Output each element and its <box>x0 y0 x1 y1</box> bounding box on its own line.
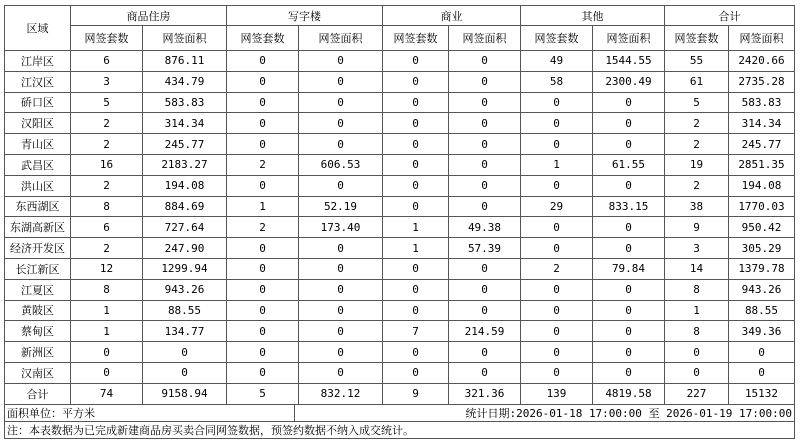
table-cell: 0 <box>449 71 521 92</box>
table-cell: 0 <box>383 300 449 321</box>
table-cell: 0 <box>665 362 729 383</box>
table-cell: 9 <box>665 217 729 238</box>
table-cell: 0 <box>227 238 299 259</box>
header-group-row <box>5 6 795 26</box>
table-cell: 0 <box>227 362 299 383</box>
table-cell: 0 <box>383 134 449 155</box>
table-row <box>5 51 795 72</box>
table-cell: 2851.35 <box>729 154 795 175</box>
table-cell: 0 <box>227 51 299 72</box>
sales-table <box>4 5 795 405</box>
table-cell: 0 <box>299 362 383 383</box>
table-cell: 0 <box>71 362 143 383</box>
table-cell: 0 <box>593 342 665 363</box>
table-cell: 1 <box>383 217 449 238</box>
table-cell: 1 <box>71 300 143 321</box>
table-cell: 5 <box>71 92 143 113</box>
table-cell: 0 <box>593 279 665 300</box>
table-cell: 0 <box>227 175 299 196</box>
table-cell: 0 <box>299 300 383 321</box>
table-cell: 0 <box>227 134 299 155</box>
table-cell: 884.69 <box>143 196 227 217</box>
table-cell: 0 <box>299 258 383 279</box>
area-header: 网签面积 <box>143 26 227 51</box>
table-cell: 0 <box>593 175 665 196</box>
table-cell: 49 <box>521 51 593 72</box>
table-cell: 0 <box>227 92 299 113</box>
table-cell: 0 <box>383 113 449 134</box>
table-cell: 134.77 <box>143 321 227 342</box>
table-cell: 0 <box>521 92 593 113</box>
footnote: 注：本表数据为已完成新建商品房买卖合同网签数据，预签约数据不纳入成交统计。 <box>5 421 795 438</box>
table-cell: 9 <box>383 383 449 404</box>
table-cell: 2 <box>521 258 593 279</box>
table-cell: 349.36 <box>729 321 795 342</box>
region-name: 合计 <box>5 383 71 404</box>
table-row <box>5 217 795 238</box>
region-name: 汉阳区 <box>5 113 71 134</box>
count-header: 网签套数 <box>71 26 143 51</box>
table-cell: 0 <box>227 300 299 321</box>
region-name: 东西湖区 <box>5 196 71 217</box>
table-cell: 0 <box>449 196 521 217</box>
table-row <box>5 258 795 279</box>
table-row <box>5 92 795 113</box>
table-cell: 0 <box>593 217 665 238</box>
table-cell: 2 <box>71 113 143 134</box>
table-cell: 0 <box>521 217 593 238</box>
table-row <box>5 300 795 321</box>
table-cell: 0 <box>383 258 449 279</box>
table-cell: 139 <box>521 383 593 404</box>
table-cell: 0 <box>593 113 665 134</box>
table-cell: 0 <box>521 134 593 155</box>
table-cell: 0 <box>449 300 521 321</box>
table-cell: 55 <box>665 51 729 72</box>
table-cell: 434.79 <box>143 71 227 92</box>
table-cell: 0 <box>449 279 521 300</box>
table-cell: 49.38 <box>449 217 521 238</box>
table-cell: 0 <box>227 321 299 342</box>
group-header-office: 写字楼 <box>227 6 383 26</box>
table-cell: 0 <box>299 321 383 342</box>
header-sub-row <box>5 26 795 51</box>
group-header-total: 合计 <box>665 6 795 26</box>
table-cell: 0 <box>665 342 729 363</box>
table-cell: 943.26 <box>143 279 227 300</box>
table-cell: 0 <box>593 300 665 321</box>
table-cell: 0 <box>449 362 521 383</box>
table-row <box>5 383 795 404</box>
table-cell: 314.34 <box>729 113 795 134</box>
table-cell: 0 <box>593 321 665 342</box>
table-cell: 0 <box>227 113 299 134</box>
table-cell: 0 <box>143 362 227 383</box>
table-cell: 950.42 <box>729 217 795 238</box>
table-cell: 583.83 <box>729 92 795 113</box>
table-cell: 74 <box>71 383 143 404</box>
table-cell: 0 <box>521 175 593 196</box>
table-cell: 0 <box>383 154 449 175</box>
table-row <box>5 134 795 155</box>
table-cell: 943.26 <box>729 279 795 300</box>
table-cell: 2735.28 <box>729 71 795 92</box>
table-cell: 0 <box>299 51 383 72</box>
area-header: 网签面积 <box>449 26 521 51</box>
table-cell: 2300.49 <box>593 71 665 92</box>
table-cell: 0 <box>521 300 593 321</box>
table-cell: 0 <box>383 92 449 113</box>
table-cell: 5 <box>665 92 729 113</box>
table-cell: 2 <box>227 154 299 175</box>
region-header: 区域 <box>5 6 71 51</box>
table-cell: 0 <box>227 279 299 300</box>
table-cell: 0 <box>299 92 383 113</box>
table-cell: 1544.55 <box>593 51 665 72</box>
table-cell: 0 <box>521 279 593 300</box>
table-cell: 194.08 <box>729 175 795 196</box>
table-cell: 1 <box>383 238 449 259</box>
table-cell: 0 <box>383 196 449 217</box>
count-header: 网签套数 <box>521 26 593 51</box>
table-cell: 0 <box>299 71 383 92</box>
table-row <box>5 238 795 259</box>
region-name: 东湖高新区 <box>5 217 71 238</box>
table-cell: 173.40 <box>299 217 383 238</box>
area-header: 网签面积 <box>729 26 795 51</box>
table-cell: 0 <box>593 362 665 383</box>
table-cell: 0 <box>449 258 521 279</box>
table-cell: 0 <box>383 279 449 300</box>
table-cell: 227 <box>665 383 729 404</box>
table-cell: 0 <box>227 71 299 92</box>
table-cell: 2 <box>665 134 729 155</box>
table-cell: 0 <box>383 362 449 383</box>
region-name: 洪山区 <box>5 175 71 196</box>
table-cell: 2 <box>665 175 729 196</box>
table-cell: 2 <box>227 217 299 238</box>
table-cell: 16 <box>71 154 143 175</box>
table-row <box>5 175 795 196</box>
table-cell: 38 <box>665 196 729 217</box>
table-cell: 58 <box>521 71 593 92</box>
table-row <box>5 196 795 217</box>
table-cell: 2183.27 <box>143 154 227 175</box>
table-row <box>5 71 795 92</box>
table-cell: 583.83 <box>143 92 227 113</box>
region-name: 江夏区 <box>5 279 71 300</box>
table-cell: 19 <box>665 154 729 175</box>
table-cell: 1299.94 <box>143 258 227 279</box>
table-cell: 14 <box>665 258 729 279</box>
table-cell: 2 <box>71 134 143 155</box>
table-cell: 1 <box>227 196 299 217</box>
table-cell: 0 <box>299 279 383 300</box>
table-cell: 2 <box>71 175 143 196</box>
table-cell: 876.11 <box>143 51 227 72</box>
table-row <box>5 279 795 300</box>
table-cell: 0 <box>729 362 795 383</box>
region-name: 长江新区 <box>5 258 71 279</box>
table-body <box>5 51 795 405</box>
table-cell: 1 <box>665 300 729 321</box>
table-cell: 0 <box>449 175 521 196</box>
table-cell: 61 <box>665 71 729 92</box>
table-cell: 0 <box>593 134 665 155</box>
table-cell: 0 <box>299 342 383 363</box>
table-cell: 214.59 <box>449 321 521 342</box>
table-cell: 727.64 <box>143 217 227 238</box>
table-cell: 57.39 <box>449 238 521 259</box>
table-cell: 88.55 <box>729 300 795 321</box>
table-cell: 29 <box>521 196 593 217</box>
table-cell: 321.36 <box>449 383 521 404</box>
table-cell: 61.55 <box>593 154 665 175</box>
table-cell: 0 <box>521 113 593 134</box>
table-cell: 1 <box>521 154 593 175</box>
table-cell: 2420.66 <box>729 51 795 72</box>
table-row <box>5 362 795 383</box>
sales-report <box>4 5 794 439</box>
table-cell: 0 <box>383 71 449 92</box>
table-cell: 245.77 <box>729 134 795 155</box>
table-cell: 0 <box>593 92 665 113</box>
table-cell: 0 <box>383 51 449 72</box>
table-cell: 4819.58 <box>593 383 665 404</box>
table-row <box>5 321 795 342</box>
table-cell: 0 <box>143 342 227 363</box>
region-name: 硚口区 <box>5 92 71 113</box>
count-header: 网签套数 <box>665 26 729 51</box>
table-cell: 88.55 <box>143 300 227 321</box>
table-cell: 0 <box>593 238 665 259</box>
table-cell: 6 <box>71 51 143 72</box>
table-cell: 0 <box>729 342 795 363</box>
region-name: 经济开发区 <box>5 238 71 259</box>
table-cell: 6 <box>71 217 143 238</box>
table-cell: 8 <box>71 196 143 217</box>
table-cell: 194.08 <box>143 175 227 196</box>
table-cell: 15132 <box>729 383 795 404</box>
table-cell: 0 <box>521 321 593 342</box>
table-cell: 8 <box>71 279 143 300</box>
region-name: 蔡甸区 <box>5 321 71 342</box>
table-cell: 0 <box>521 362 593 383</box>
table-cell: 1770.03 <box>729 196 795 217</box>
area-header: 网签面积 <box>299 26 383 51</box>
table-cell: 0 <box>383 342 449 363</box>
table-row <box>5 154 795 175</box>
table-cell: 7 <box>383 321 449 342</box>
table-cell: 833.15 <box>593 196 665 217</box>
table-cell: 0 <box>299 113 383 134</box>
table-cell: 245.77 <box>143 134 227 155</box>
table-cell: 0 <box>449 51 521 72</box>
region-name: 黄陂区 <box>5 300 71 321</box>
area-unit-note: 面积单位：平方米 <box>5 405 295 422</box>
region-name: 武昌区 <box>5 154 71 175</box>
table-cell: 0 <box>449 134 521 155</box>
table-cell: 9158.94 <box>143 383 227 404</box>
table-cell: 0 <box>71 342 143 363</box>
area-header: 网签面积 <box>593 26 665 51</box>
table-cell: 247.90 <box>143 238 227 259</box>
table-cell: 0 <box>449 154 521 175</box>
region-name: 江岸区 <box>5 51 71 72</box>
region-name: 青山区 <box>5 134 71 155</box>
table-cell: 1379.78 <box>729 258 795 279</box>
table-row <box>5 342 795 363</box>
table-cell: 0 <box>299 134 383 155</box>
group-header-other: 其他 <box>521 6 665 26</box>
region-name: 汉南区 <box>5 362 71 383</box>
table-cell: 0 <box>299 238 383 259</box>
table-cell: 79.84 <box>593 258 665 279</box>
table-cell: 0 <box>449 113 521 134</box>
table-cell: 12 <box>71 258 143 279</box>
table-cell: 5 <box>227 383 299 404</box>
table-cell: 3 <box>665 238 729 259</box>
footer-table <box>4 405 795 439</box>
region-name: 新洲区 <box>5 342 71 363</box>
table-cell: 0 <box>299 175 383 196</box>
table-cell: 314.34 <box>143 113 227 134</box>
table-cell: 606.53 <box>299 154 383 175</box>
group-header-residential: 商品住房 <box>71 6 227 26</box>
table-cell: 2 <box>71 238 143 259</box>
table-row <box>5 113 795 134</box>
table-cell: 0 <box>449 92 521 113</box>
table-cell: 8 <box>665 321 729 342</box>
table-cell: 832.12 <box>299 383 383 404</box>
table-cell: 305.29 <box>729 238 795 259</box>
table-cell: 52.19 <box>299 196 383 217</box>
count-header: 网签套数 <box>383 26 449 51</box>
table-cell: 8 <box>665 279 729 300</box>
table-cell: 2 <box>665 113 729 134</box>
table-cell: 0 <box>521 342 593 363</box>
table-cell: 3 <box>71 71 143 92</box>
table-cell: 1 <box>71 321 143 342</box>
table-cell: 0 <box>521 238 593 259</box>
count-header: 网签套数 <box>227 26 299 51</box>
table-cell: 0 <box>227 258 299 279</box>
table-cell: 0 <box>227 342 299 363</box>
stat-period: 统计日期:2026-01-18 17:00:00 至 2026-01-19 17:00:00 <box>295 405 795 422</box>
table-cell: 0 <box>449 342 521 363</box>
region-name: 江汉区 <box>5 71 71 92</box>
group-header-commercial: 商业 <box>383 6 521 26</box>
table-cell: 0 <box>383 175 449 196</box>
